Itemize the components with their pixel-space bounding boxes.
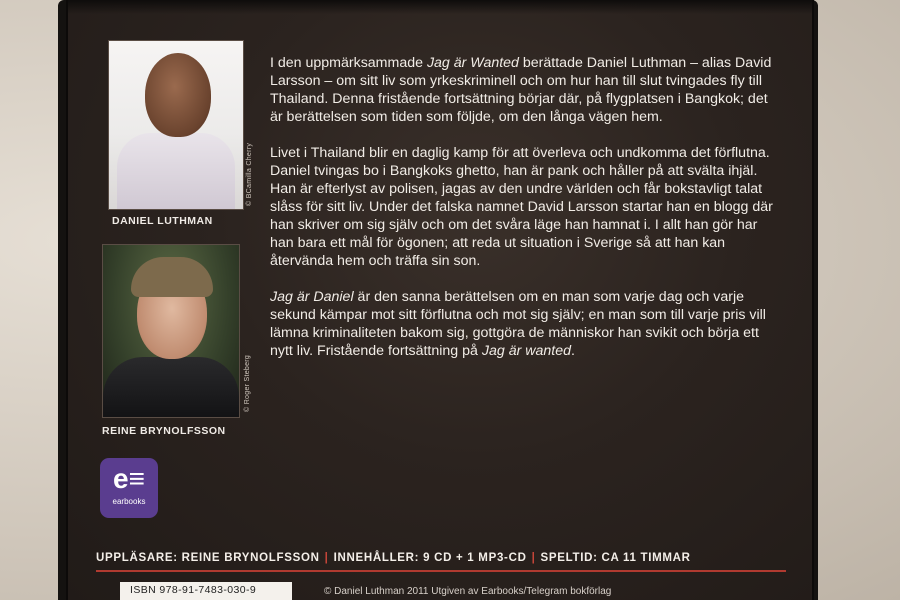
blurb-text: I den uppmärksammade <box>270 55 427 71</box>
blurb-text: berättade Daniel Luthman – alias David Larsson – om sitt liv som yrkeskriminell och om hur han till slut tvingades fly till Thailand. Denna fristående fortsättning börjar där, på flygplatsen i Bangkok; det är berättelsen som tiden som följde, om den långa vägen hem. <box>270 55 772 125</box>
red-rule <box>96 570 786 572</box>
narrator-shirt <box>103 357 239 418</box>
narrator-photo-credit: © Roger Steberg <box>244 354 251 412</box>
blurb-paragraph-2: Livet i Thailand blir en daglig kamp för att överleva och undkomma det förflutna. Daniel tvingas bo i Bangkoks ghetto, han är pank och håller på att svälta ihjäl. Han är efterlyst av polisen, jagas av den undre världen och får bokstavligt talat slåss för sitt liv. Under det falska namnet David Larsson startar han en blogg där han skriver om sig själv och om det svåra läge han hamnat i. I allt han gör har han bara ett mål för ögonen; att reda ut situation i Sverige så att han kan återvända hem och träffa sin son. <box>270 145 773 269</box>
book-title: Jag är Daniel <box>270 289 354 305</box>
isbn-label: ISBN 978-91-7483-030-9 <box>120 582 292 600</box>
info-bar <box>96 552 786 564</box>
back-cover <box>66 0 814 600</box>
blurb-text: är den sanna berättelsen om en man som varje dag och varje sekund kämpar mot sitt förflutna och mot sig själv; en man som till varje pris vill lämna kriminaliteten bakom sig, gottgöra de människor han svikit och börja ett nytt liv. Fristående fortsättning på <box>270 289 766 359</box>
blurb-text: . <box>571 343 575 359</box>
copyright-line: © Daniel Luthman 2011 Utgiven av Earbooks/Telegram bokförlag <box>324 586 612 597</box>
info-separator: | <box>324 552 329 564</box>
narrator-photo <box>102 244 240 418</box>
author-shirt <box>117 133 235 210</box>
blurb-paragraph-3 <box>270 288 776 360</box>
blurb-paragraph-1 <box>270 54 776 126</box>
earbooks-logo-glyph: e≡ <box>113 463 145 494</box>
book-title: Jag är wanted <box>481 343 571 359</box>
earbooks-logo <box>100 458 158 518</box>
author-photo-credit: © BCamilla Cherry <box>246 142 253 206</box>
book-title: Jag är Wanted <box>426 55 519 71</box>
earbooks-logo-text: earbooks <box>112 497 146 506</box>
playtime-info: SPELTID: CA 11 TIMMAR <box>540 552 691 564</box>
reader-info: UPPLÄSARE: REINE BRYNOLFSSON <box>96 552 320 564</box>
author-head <box>145 53 211 137</box>
narrator-name: REINE BRYNOLFSSON <box>102 425 226 437</box>
author-name: DANIEL LUTHMAN <box>112 215 213 227</box>
contents-info: INNEHÅLLER: 9 CD + 1 MP3-CD <box>333 552 527 564</box>
narrator-hair <box>131 257 213 297</box>
info-separator: | <box>531 552 536 564</box>
blurb <box>270 54 776 378</box>
author-photo <box>108 40 244 210</box>
